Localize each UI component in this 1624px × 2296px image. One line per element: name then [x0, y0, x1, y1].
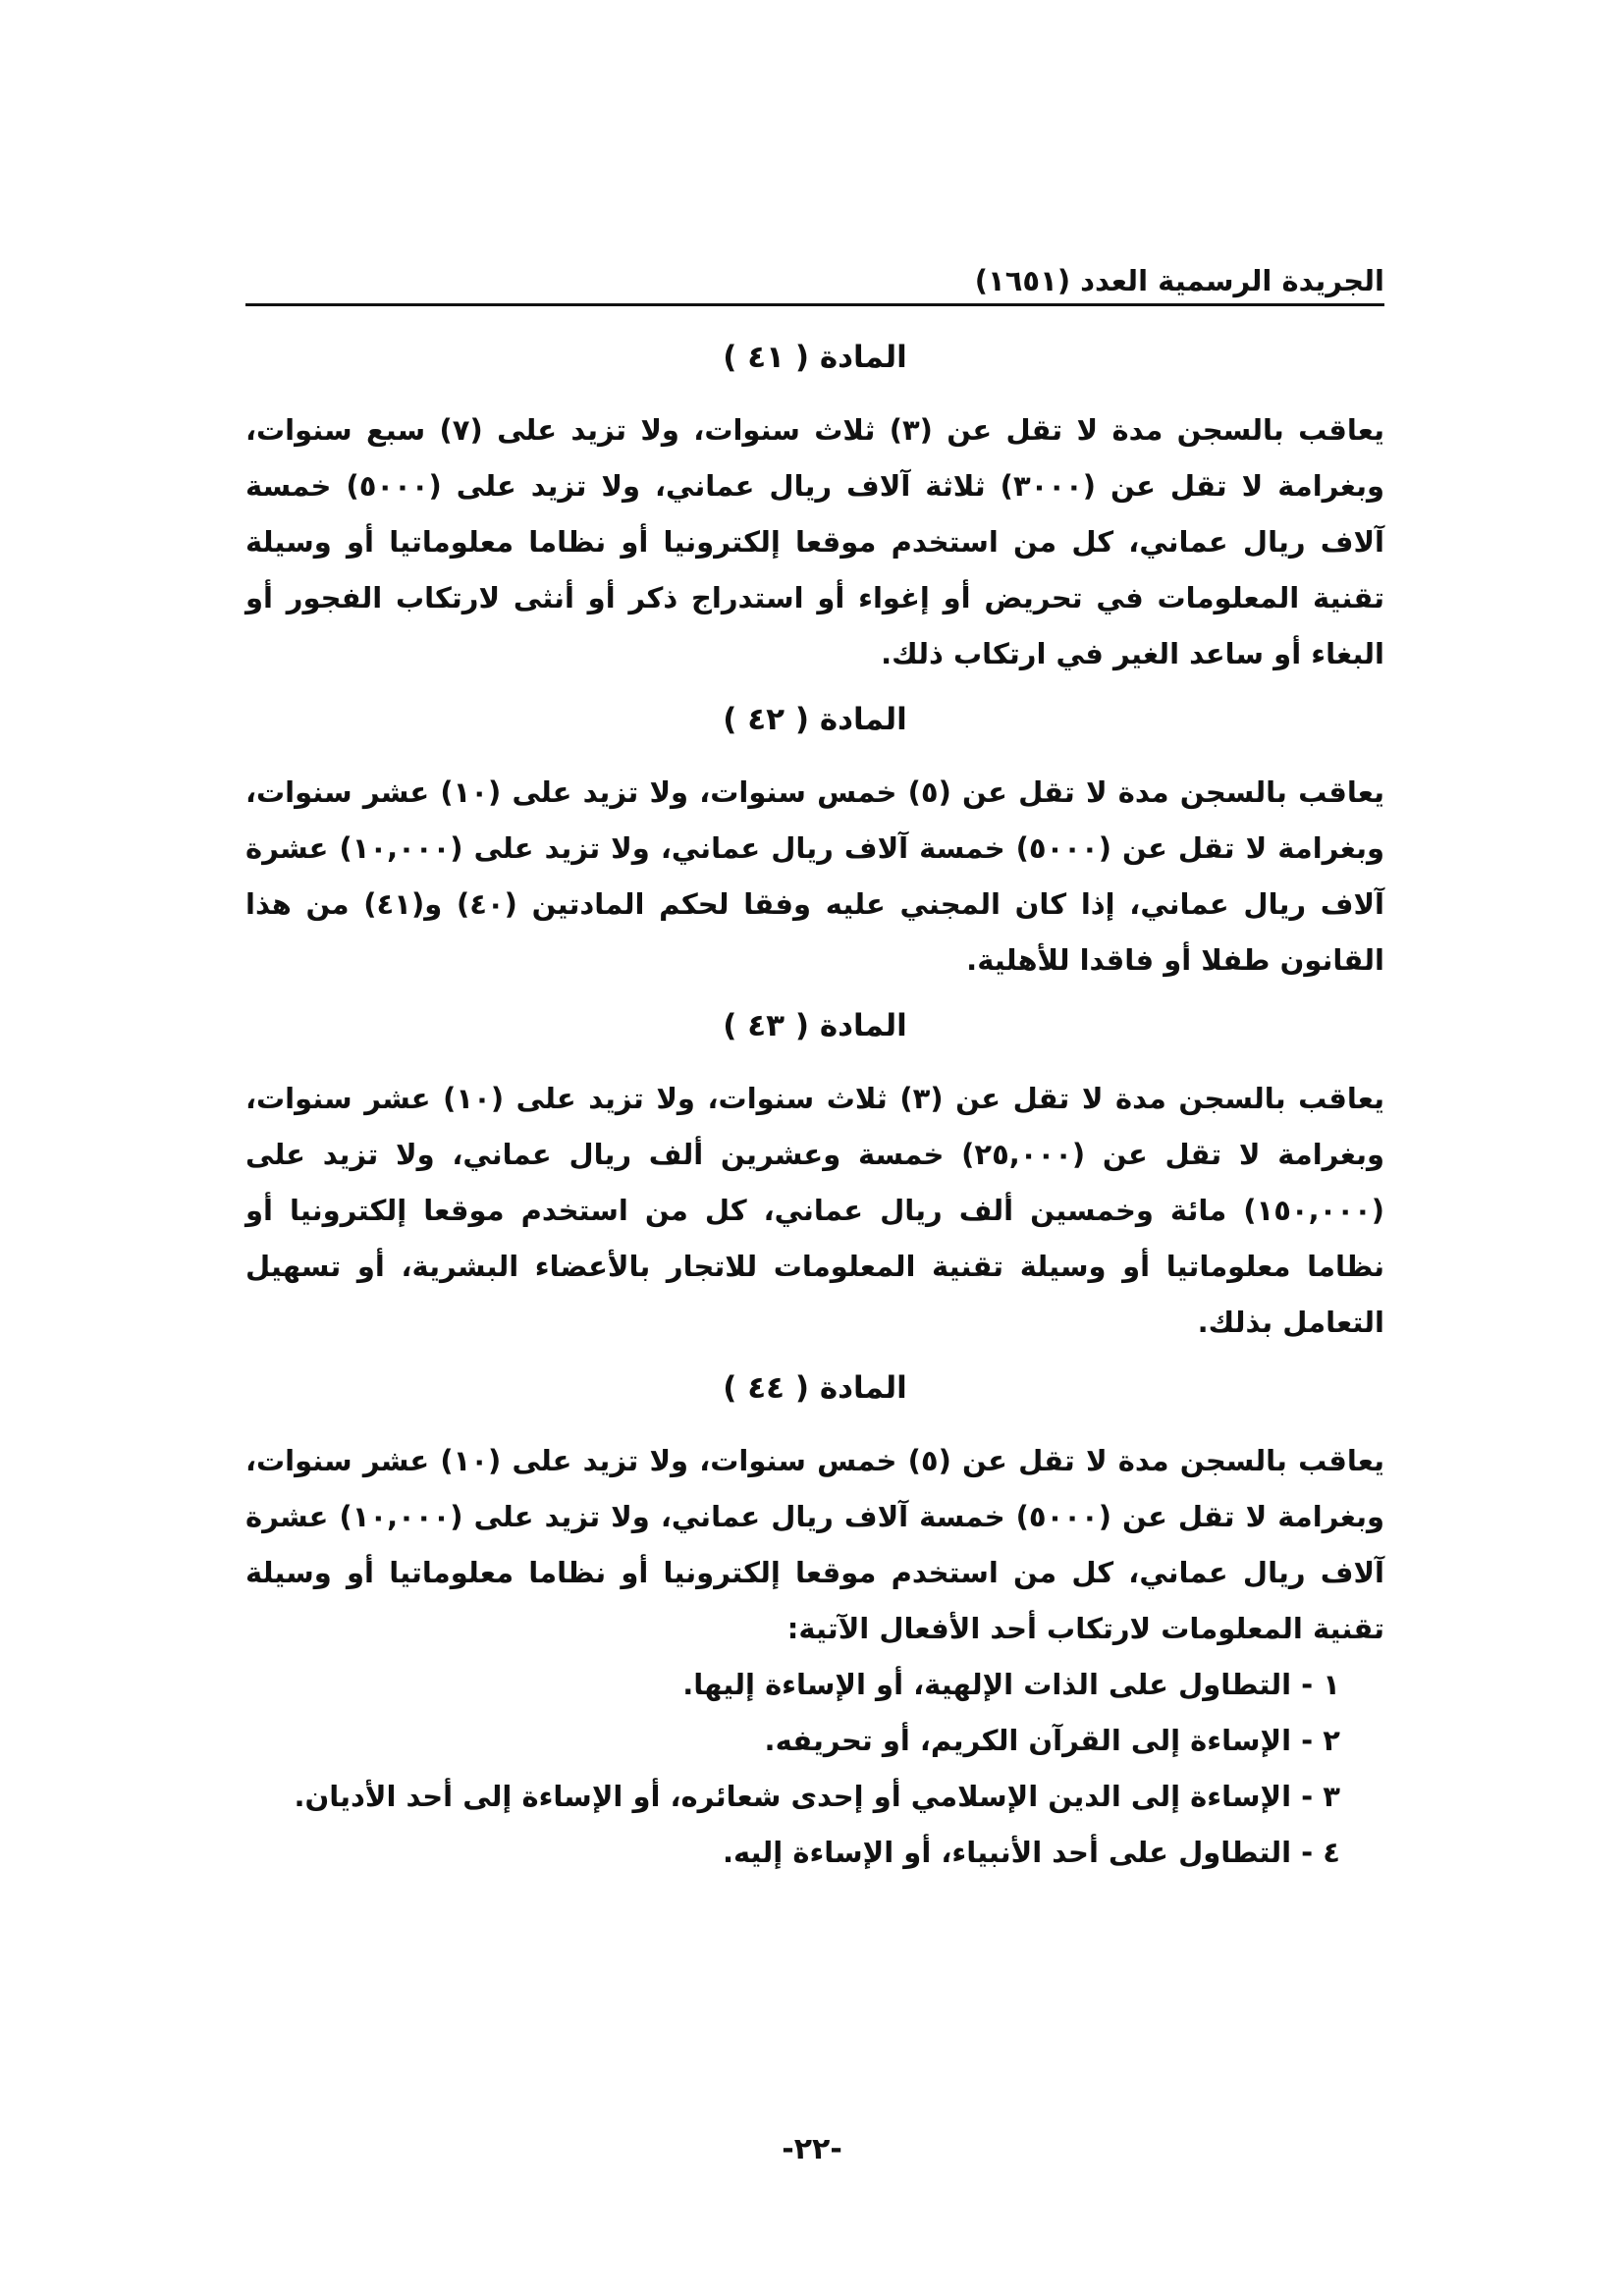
article-43 [245, 1002, 1384, 1351]
article-item-list [245, 1657, 1384, 1881]
article-42 [245, 696, 1384, 988]
list-item: ١ - التطاول على الذات الإلهية، أو الإساءة إليها. [682, 1668, 1340, 1701]
article-body: يعاقب بالسجن مدة لا تقل عن (٣) ثلاث سنوات، ولا تزيد على (٧) سبع سنوات، وبغرامة لا تقل عن (٣٠٠٠) ثلاثة آلاف ريال عماني، ولا تزيد على (٥٠٠٠) خمسة آلاف ريال عماني، كل من استخدم موقعا إلكترونيا أو نظاما معلوماتيا أو وسيلة تقنية المعلومات في تحريض أو إغواء أو استدراج ذكر أو أنثى لارتكاب الفجور أو البغاء أو ساعد الغير في ارتكاب ذلك. [245, 413, 1385, 670]
article-41 [245, 334, 1384, 682]
list-item: ٣ - الإساءة إلى الدين الإسلامي أو إحدى شعائره، أو الإساءة إلى أحد الأديان. [294, 1780, 1340, 1813]
list-item: ٢ - الإساءة إلى القرآن الكريم، أو تحريفه. [764, 1724, 1340, 1757]
article-body: يعاقب بالسجن مدة لا تقل عن (٥) خمس سنوات، ولا تزيد على (١٠) عشر سنوات، وبغرامة لا تقل عن (٥٠٠٠) خمسة آلاف ريال عماني، ولا تزيد على (١٠,٠٠٠) عشرة آلاف ريال عماني، إذا كان المجني عليه وفقا لحكم المادتين (٤٠) و(٤١) من هذا القانون طفلا أو فاقدا للأهلية. [245, 775, 1384, 977]
page-content [245, 334, 1384, 1881]
article-title: المادة ( ٤٤ ) [723, 1370, 907, 1406]
article-body: يعاقب بالسجن مدة لا تقل عن (٣) ثلاث سنوات، ولا تزيد على (١٠) عشر سنوات، وبغرامة لا تقل عن (٢٥,٠٠٠) خمسة وعشرين ألف ريال عماني، ولا تزيد على (١٥٠,٠٠٠) مائة وخمسين ألف ريال عماني، كل من استخدم موقعا إلكترونيا أو نظاما معلوماتيا أو وسيلة تقنية المعلومات للاتجار بالأعضاء البشرية، أو تسهيل التعامل بذلك. [245, 1082, 1385, 1339]
article-title: المادة ( ٤٣ ) [723, 1008, 907, 1043]
article-title: المادة ( ٤٢ ) [723, 702, 907, 737]
article-body: يعاقب بالسجن مدة لا تقل عن (٥) خمس سنوات، ولا تزيد على (١٠) عشر سنوات، وبغرامة لا تقل عن (٥٠٠٠) خمسة آلاف ريال عماني، ولا تزيد على (١٠,٠٠٠) عشرة آلاف ريال عماني، كل من استخدم موقعا إلكترونيا أو نظاما معلوماتيا أو وسيلة تقنية المعلومات لارتكاب أحد الأفعال الآتية: [245, 1444, 1384, 1645]
article-44 [245, 1364, 1384, 1881]
page-number: -٢٢- [782, 2132, 842, 2166]
gazette-header-title: الجريدة الرسمية العدد (١٦٥١) [974, 264, 1384, 297]
list-item: ٤ - التطاول على أحد الأنبياء، أو الإساءة إليه. [722, 1836, 1340, 1869]
page-header [245, 257, 1384, 306]
article-title: المادة ( ٤١ ) [723, 340, 907, 375]
